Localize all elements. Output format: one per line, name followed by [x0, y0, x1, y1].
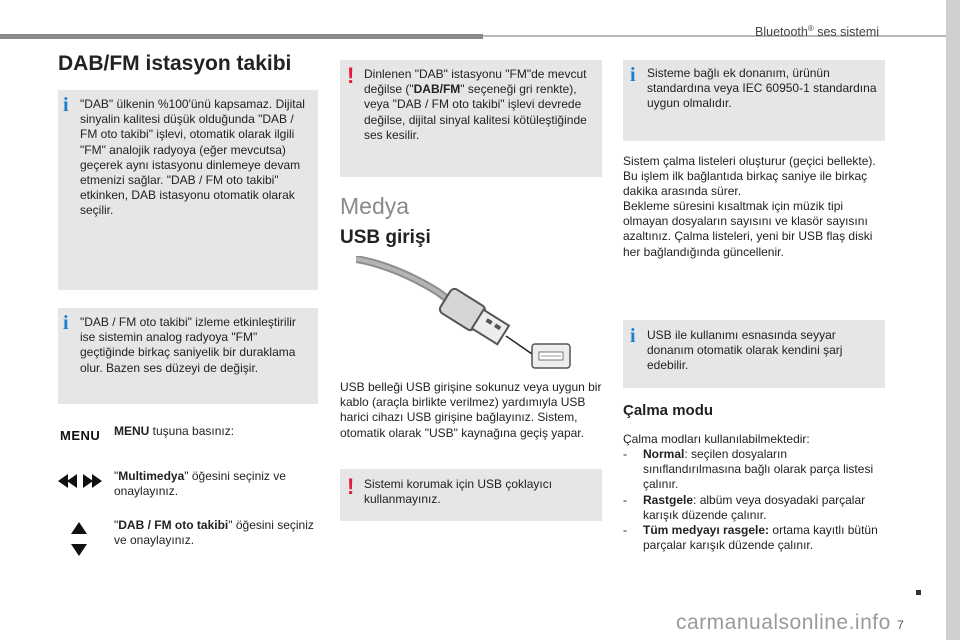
section-heading-media: Medya [340, 193, 410, 219]
up-down-arrows-icon [70, 522, 88, 556]
menu-button-icon: MENU [60, 428, 101, 443]
page-title: DAB/FM istasyon takibi [58, 52, 292, 75]
left-right-arrows-icon [58, 473, 102, 489]
warning-text: Sistemi korumak için USB çoklayıcı kullanmayınız. [364, 477, 553, 507]
play-mode-list [623, 447, 885, 553]
info-icon: i [630, 325, 636, 347]
info-box-iec-standard [623, 60, 885, 141]
page-number: 7 [897, 618, 905, 632]
warning-box-dab-fm [340, 60, 602, 177]
subheading-play-mode: Çalma modu [623, 402, 714, 419]
info-icon: i [63, 312, 69, 334]
list-item: - Tüm medyayı rasgele: ortama kayıtlı bütün parçalar karışık düzende çalınır. [623, 523, 878, 553]
watermark: carmanualsonline.info 7 [676, 611, 905, 634]
usb-instruction-text: USB belleği USB girişine sokunuz veya uygun bir kablo (araçla birlikte verilmez) yardımıyla USB harici cihazı USB girişine bağlayınız. Sistem, otomatik olarak "USB" kaynağına geçiş yapar. [340, 380, 602, 440]
step-multimedia: "Multimedya" öğesini seçiniz ve onaylayınız. [114, 469, 286, 499]
playlist-text-1: Sistem çalma listeleri oluşturur (geçici bellekte). Bu işlem ilk bağlantıda birkaç saniye ile birkaç dakika arasında sürer. [623, 154, 876, 199]
info-icon: i [630, 64, 636, 86]
info-text: "DAB / FM oto takibi" izleme etkinleştirilir ise sistemin analog radyoya "FM" geçtiğinde birkaç saniyelik bir duraklama olur. Bazen ses düzeyi de değişir. [80, 315, 296, 375]
subheading-usb-input: USB girişi [340, 227, 431, 248]
info-box-dab-coverage [58, 90, 318, 290]
info-text: Sisteme bağlı ek donanım, ürünün standardına veya IEC 60950-1 standardına uygun olmalıdır. [647, 66, 877, 111]
playlist-text-2: Bekleme süresini kısaltmak için müzik tipi olmayan dosyaların sayısını ve klasör sayısını azaltınız. Çalma listeleri, yeni bir USB flaş diski her bağlandığında güncellenir. [623, 199, 873, 259]
warning-text: Dinlenen "DAB" istasyonu "FM"de mevcut değilse ("DAB/FM" seçeneği gri renkte), veya "DAB / FM oto takibi" işlevi devrede değilse, dijital sinyal kalitesi kötüleştiğinde ses kesilir. [364, 67, 587, 142]
info-box-dab-pause [58, 308, 318, 404]
header-bar-dark [0, 34, 483, 39]
end-marker [916, 590, 921, 595]
info-text: USB ile kullanımı esnasında seyyar donanım otomatik olarak kendini şarj edebilir. [647, 328, 843, 373]
step-menu: MENU tuşuna basınız: [114, 424, 235, 438]
warning-icon: ! [347, 63, 355, 88]
usb-plug-illustration [356, 256, 574, 371]
info-box-usb-charging [623, 320, 885, 388]
info-icon: i [63, 94, 69, 116]
step-dab-fm-follow: "DAB / FM oto takibi" öğesini seçiniz ve onaylayınız. [114, 518, 314, 548]
play-mode-intro: Çalma modları kullanılabilmektedir: [623, 432, 810, 446]
info-text: "DAB" ülkenin %100'ünü kapsamaz. Dijital sinyalin kalitesi düşük olduğunda "DAB / FM oto takibi" işlevi, otomatik olarak ilgili "FM" analojik radyoya (eğer mevcutsa) geçerek aynı istasyonu dinlemeye devam etmenizi sağlar. "DAB / FM oto takibi" etkinken, DAB istasyonu otomatik olarak seçilir. [80, 97, 305, 218]
warning-box-usb-hub [340, 469, 602, 521]
list-item: - Normal: seçilen dosyaların sınıflandırılmasına bağlı olarak parça listesi çalınır. [623, 447, 874, 492]
warning-icon: ! [347, 474, 355, 499]
page-edge-stripe [946, 0, 960, 640]
list-item: - Rastgele: albüm veya dosyadaki parçalar karışık düzende çalınır. [623, 492, 866, 522]
section-header: Bluetooth® ses sistemi [755, 24, 880, 40]
